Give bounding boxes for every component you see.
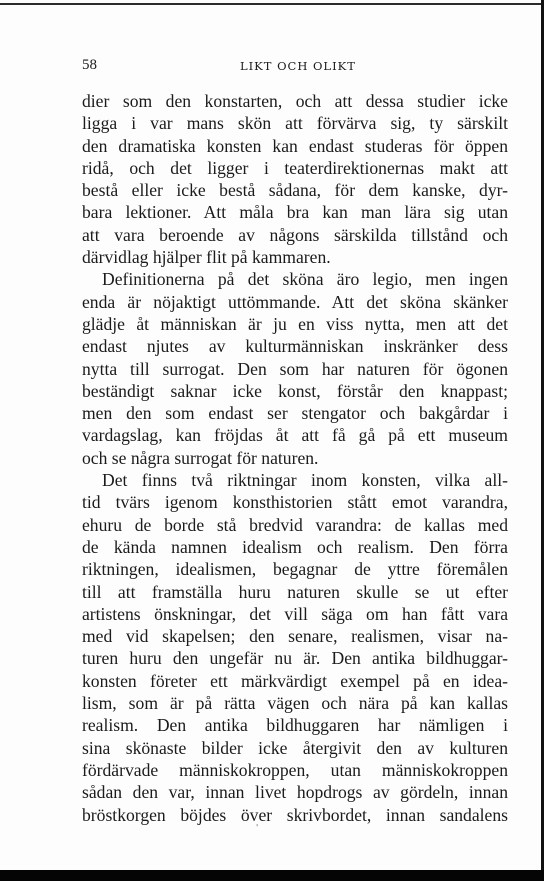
text-line: fördärvade människokroppen, utan människokroppen	[82, 759, 508, 780]
text-line: men den som endast ser stengator och bakgårdar i	[82, 403, 508, 424]
text-line: bestå eller icke bestå sådana, för dem kanske, dyr-	[82, 180, 508, 201]
text-line: ligga i var mans skön att förvärva sig, ty särskilt	[82, 113, 508, 134]
text-line: konsten företer ett märkvärdigt exempel på en idea-	[82, 670, 508, 691]
text-line: realism. Den antika bildhuggaren har nämligen i	[82, 715, 508, 736]
text-line: bara lektioner. Att måla bra kan man lära sig utan	[82, 202, 508, 223]
text-line: sina skönaste bilder icke återgivit den av kulturen	[82, 737, 508, 758]
text-line: tid tvärs igenom konsthistorien stått emot varandra,	[82, 492, 508, 513]
body-text	[82, 90, 508, 826]
text-line: att vara beroende av någons särskilda tillstånd och	[82, 224, 508, 245]
text-line: nytta till surrogat. Den som har naturen för ögonen	[82, 358, 508, 379]
text-line: sådan den var, innan livet hopdrogs av gördeln, innan	[82, 782, 508, 803]
text-line: till att framställa huru naturen skulle se ut efter	[82, 581, 508, 602]
text-line: enda är nöjaktigt uttömmande. Att det sköna skänker	[82, 291, 508, 312]
text-line: turen huru den ungefär nu är. Den antika bildhuggar-	[82, 648, 508, 669]
text-line: med vid skapelsen; den senare, realismen, visar na-	[82, 626, 508, 647]
scan-bottom-edge	[0, 870, 544, 881]
text-line: vardagslag, kan fröjdas åt att få gå på ett museum	[82, 425, 508, 446]
ink-speck: '	[256, 823, 259, 832]
running-title: LIKT OCH OLIKT	[240, 59, 356, 73]
text-line: glädje åt människan är ju en viss nytta, men att det	[82, 313, 508, 334]
paragraph-end-line: och se några surrogat för naturen.	[82, 447, 319, 468]
top-edge-rule	[0, 3, 544, 5]
text-line: artistens önskningar, det vill säga om han fått vara	[82, 603, 508, 624]
text-line: de kända namnen idealism och realism. Den förra	[82, 536, 508, 557]
text-line: bröstkorgen böjdes över skrivbordet, innan sandalens	[82, 804, 508, 825]
paragraph-end-line: därvidlag hjälper flit på kammaren.	[82, 247, 331, 268]
text-line: dier som den konstarten, och att dessa studier icke	[82, 91, 508, 111]
text-line: ehuru de borde stå bredvid varandra: de kallas med	[82, 514, 508, 535]
text-line: lism, som är på rätta vägen och nära på kan kallas	[82, 693, 508, 714]
page-number: 58	[82, 57, 97, 73]
text-line: den dramatiska konsten kan endast studeras för öppen	[82, 135, 508, 156]
page-header	[82, 57, 508, 77]
text-line: riktningen, idealismen, begagnar de yttre föremålen	[82, 559, 508, 580]
text-line: beständigt saknar icke konst, förstår den knappast;	[82, 380, 508, 401]
paragraph-first-line: Definitionerna på det sköna äro legio, men ingen	[102, 269, 508, 290]
text-line: endast njutes av kulturmänniskan inskränker dess	[82, 336, 508, 357]
paragraph-first-line: Det finns två riktningar inom konsten, vilka all-	[102, 470, 508, 491]
text-line: ridå, och det ligger i teaterdirektionernas makt att	[82, 157, 508, 178]
